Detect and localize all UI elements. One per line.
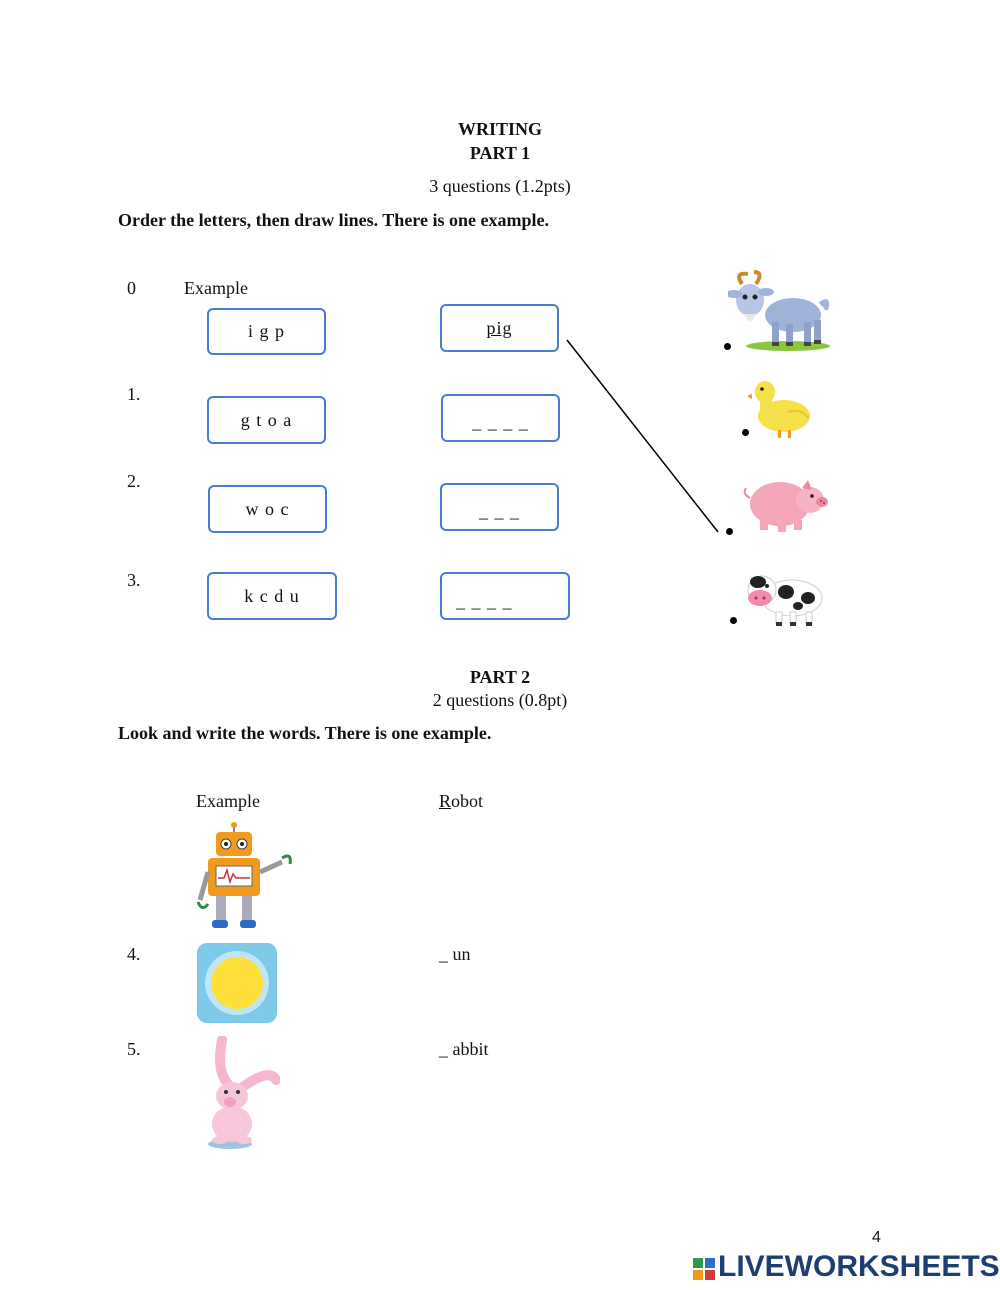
part2-title: PART 2	[469, 667, 531, 687]
answer-blanks: _ _ _ _	[456, 590, 513, 611]
part1-questions: 3 questions (1.2pts)	[429, 176, 571, 196]
goat-picture	[728, 270, 833, 352]
part2-instruction: Look and write the words. There is one example.	[118, 723, 492, 743]
answer-word: pig	[486, 317, 513, 338]
part1-instruction: Order the letters, then draw lines. There is one example.	[118, 210, 549, 230]
answer-blanks: _ _ _	[479, 500, 520, 521]
part1-title: PART 1	[469, 143, 531, 163]
cow-picture	[742, 568, 826, 628]
scrambled-letters: k c d u	[244, 585, 300, 606]
robot-picture	[192, 822, 300, 932]
match-line	[567, 340, 718, 532]
example-label: Example	[184, 278, 248, 298]
question-number: 2.	[127, 471, 141, 491]
scrambled-letters: i g p	[247, 321, 285, 341]
example-word	[439, 791, 483, 812]
duck-picture	[748, 378, 814, 440]
answer-blanks: _ _ _ _	[472, 411, 529, 432]
match-dot-cow[interactable]	[730, 617, 737, 624]
example-word-first-letter: R	[439, 791, 452, 811]
page-number: 4	[872, 1229, 881, 1246]
scrambled-letters: w o c	[245, 498, 290, 519]
question-number: 4.	[127, 944, 141, 964]
word-blank-5[interactable]: _ abbit	[439, 1039, 489, 1059]
liveworksheets-brand[interactable]: LIVEWORKSHEETS	[718, 1250, 1000, 1283]
part2-questions: 2 questions (0.8pt)	[432, 690, 568, 710]
question-number: 5.	[127, 1039, 141, 1059]
sun-picture	[197, 943, 277, 1023]
scrambled-letters: g t o a	[240, 409, 293, 430]
example-number: 0	[127, 278, 136, 298]
rabbit-picture	[200, 1036, 280, 1150]
example-word-rest: obot	[451, 791, 484, 811]
match-dot-pig[interactable]	[726, 528, 733, 535]
pig-picture	[740, 472, 830, 534]
part2-example-label: Example	[196, 791, 260, 811]
question-number: 3.	[127, 570, 141, 590]
writing-heading: WRITING	[457, 119, 542, 139]
question-number: 1.	[127, 384, 141, 404]
liveworksheets-logo-icon	[693, 1258, 715, 1280]
word-blank-4[interactable]: _ un	[439, 944, 471, 964]
